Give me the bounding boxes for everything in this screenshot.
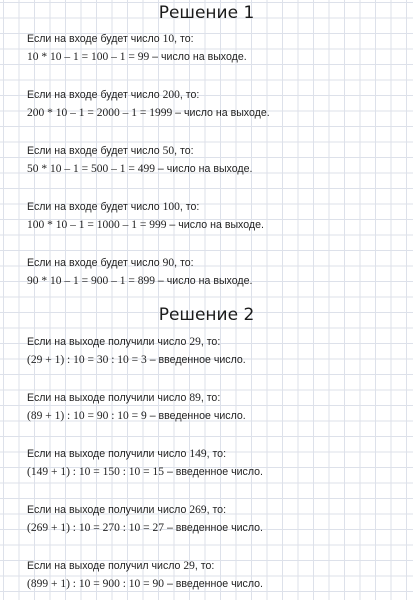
solution-2-heading: Решение 2 [158,305,255,325]
solution-1-equation-4: 100 * 10 – 1 = 1000 – 1 = 999 – число на выходе. [27,219,264,231]
solution-1-condition-2: Если на входе будет число 200, то: [27,89,200,101]
solution-2-condition-5: Если на выходе получил число 29, то: [27,560,215,572]
solution-2-equation-2: (89 + 1) : 10 = 90 : 10 = 9 – введенное число. [27,410,246,422]
solution-1-equation-3: 50 * 10 – 1 = 500 – 1 = 499 – число на выходе. [27,163,253,175]
solution-1-equation-2: 200 * 10 – 1 = 2000 – 1 = 1999 – число на выходе. [27,107,270,119]
solution-1-condition-4: Если на входе будет число 100, то: [27,201,200,213]
solution-2-equation-4: (269 + 1) : 10 = 270 : 10 = 27 – введенное число. [27,522,263,534]
solution-1-condition-1: Если на входе будет число 10, то: [27,33,194,45]
solution-2-condition-3: Если на выходе получили число 149, то: [27,448,227,460]
solution-2-condition-4: Если на выходе получили число 269, то: [27,504,227,516]
solution-2-equation-1: (29 + 1) : 10 = 30 : 10 = 3 – введенное число. [27,354,246,366]
solution-1-heading: Решение 1 [158,3,255,23]
solution-2-condition-2: Если на выходе получили число 89, то: [27,392,221,404]
solution-1-equation-1: 10 * 10 – 1 = 100 – 1 = 99 – число на выходе. [27,51,247,63]
solution-1-equation-5: 90 * 10 – 1 = 900 – 1 = 899 – число на выходе. [27,275,253,287]
solution-1-condition-5: Если на входе будет число 90, то: [27,257,194,269]
solution-2-equation-3: (149 + 1) : 10 = 150 : 10 = 15 – введенное число. [27,466,263,478]
solution-2-equation-5: (899 + 1) : 10 = 900 : 10 = 90 – введенное число. [27,578,263,590]
solution-1-condition-3: Если на входе будет число 50, то: [27,145,194,157]
solution-2-condition-1: Если на выходе получили число 29, то: [27,336,221,348]
